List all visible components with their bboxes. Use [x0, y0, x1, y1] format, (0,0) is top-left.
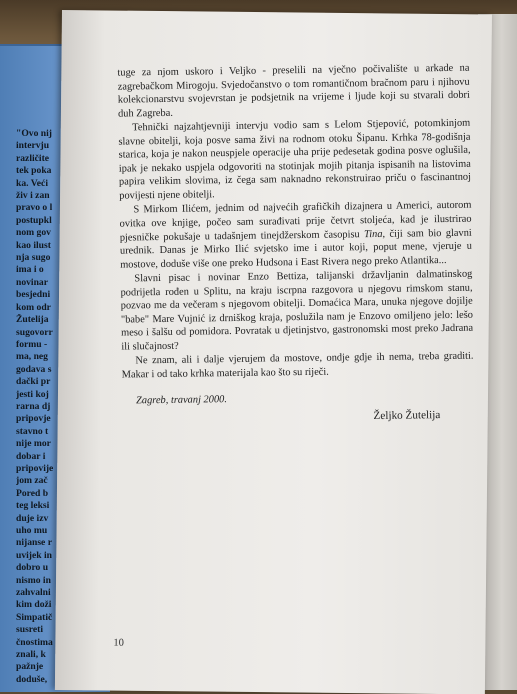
cover-line: pripovje [16, 413, 51, 425]
cover-line: jesti koj [16, 388, 49, 400]
cover-line: nja sugo [16, 252, 51, 264]
cover-line: ma, neg [16, 351, 48, 363]
cover-line: živ i zan [16, 190, 50, 202]
cover-line: novinar [16, 276, 48, 288]
cover-line: ka. Veći [16, 177, 48, 189]
cover-line: čnostima [16, 636, 53, 648]
cover-line: ima i o [16, 264, 44, 276]
cover-line: pravo o l [16, 202, 53, 214]
cover-line: tek poka [16, 165, 52, 177]
cover-line: dački pr [16, 376, 51, 388]
cover-line: nismo in [16, 574, 51, 586]
cover-line: Simpatič [16, 611, 53, 623]
cover-line: različite [16, 152, 50, 164]
paragraph: Ne znam, ali i dalje vjerujem da mostove, ondje gdje ih nema, treba graditi. Makar i od tako krhka materijala kao što su riječi. [121, 351, 474, 381]
cover-line: susreti [16, 624, 44, 636]
cover-line: intervju [16, 140, 50, 152]
paragraph: Slavni pisac i novinar Enzo Bettiza, talijanski državljanin dalmatinskog podrijetla rođen u Splitu, na kraju iscrpna razgovora u njegovu rimskom stanu, pozvao me da večeram s njegovom obitelji. Domaćica Mara, unuka njegove dojilje "babe" Mare Vujnić iz drniškog kraja, poslužila nam je Enzovo omiljeno jelo: lešo meso i šalšu od pomidora. Povratak u djetinjstvo, gastronomski most preko Jadrana ili slučajnost? [120, 268, 474, 353]
cover-line: pažnje [16, 661, 44, 673]
cover-line: Pored b [16, 487, 49, 499]
book-page [55, 10, 492, 694]
cover-line: zahvalni [16, 587, 51, 599]
cover-line: formu - [16, 338, 48, 350]
cover-line: Žutelija [16, 314, 49, 326]
cover-line: pripovije [16, 462, 54, 474]
cover-line: stavno t [16, 425, 49, 437]
cover-line: besjedni [16, 289, 51, 301]
cover-line: godava s [16, 363, 52, 375]
cover-line: duje izv [16, 512, 49, 524]
paragraph: Tehnički najzahtjevniji intervju vodio sam s Lelom Stjepović, potomkinjom slavne obitelji, koja posve sama živi na rodnom otoku Šipanu. Krhka 78-godišnja starica, koja je nakon neuspjele operacije uha prije pedesetak godina posve oglušila, ipak je nekako uspjela odgovoriti na stotinjak mojih pitanja ispisanih na listovima papira velikim slovima, iz čega sam naknadno rekonstruirao priču o fascinantnoj povijesti njene obitelji. [118, 117, 472, 202]
cover-line: nijanse r [16, 537, 52, 549]
dateline: Zagreb, travanj 2000. [135, 393, 227, 406]
cover-line: doduše, [16, 673, 48, 685]
cover-line: kim doži [16, 599, 52, 611]
page-text [117, 62, 474, 428]
cover-line: rarna dj [16, 400, 51, 412]
cover-line: "Ovo nij [16, 128, 52, 139]
page-number: 10 [113, 637, 124, 649]
cover-line: kom odr [16, 301, 51, 313]
paragraph: tuge za njom uskoro i Veljko - preselili na vječno počivalište u arkade na zagrebačkom Mirogoju. Svjedočanstvo o tom romantičnom bračnom paru i njihovu kolekcionarstvu svojevrstan je podsjetnik na vrijeme i ljude koji su stvarali dobri duh Zagreba. [117, 62, 470, 120]
cover-line: jom zač [16, 475, 48, 487]
cover-line: teg leksi [16, 500, 50, 512]
cover-line: dobro u [16, 562, 49, 574]
cover-line: uvijek in [16, 549, 52, 561]
paragraph: S Mirkom Ilićem, jednim od najvećih grafičkih dizajnera u Americi, autorom ovitka ove knjige, počeo sam surađivati prije četvrt stoljeća, kad je ilustrirao pjesničke pokušaje u tadašnjem tinejdžerskom časopisu Tina, čiji sam bio glavni urednik. Danas je Mirko Ilić svjetsko ime i autor koji, poput mene, vjeruje u mostove, doduše više one preko Hudsona i East Rivera nego preko Atlantika... [119, 200, 473, 271]
cover-line: kao ilust [16, 239, 51, 251]
author-signature: Željko Žutelija [373, 409, 441, 423]
cover-line: dobar i [16, 450, 46, 462]
cover-line: znali, k [16, 649, 46, 661]
cover-line: sugovorr [16, 326, 53, 338]
cover-line: uho mu [16, 525, 48, 536]
cover-line: nom gov [16, 227, 51, 239]
cover-line: postupkl [16, 214, 52, 226]
cover-line: nije mor [16, 438, 51, 450]
